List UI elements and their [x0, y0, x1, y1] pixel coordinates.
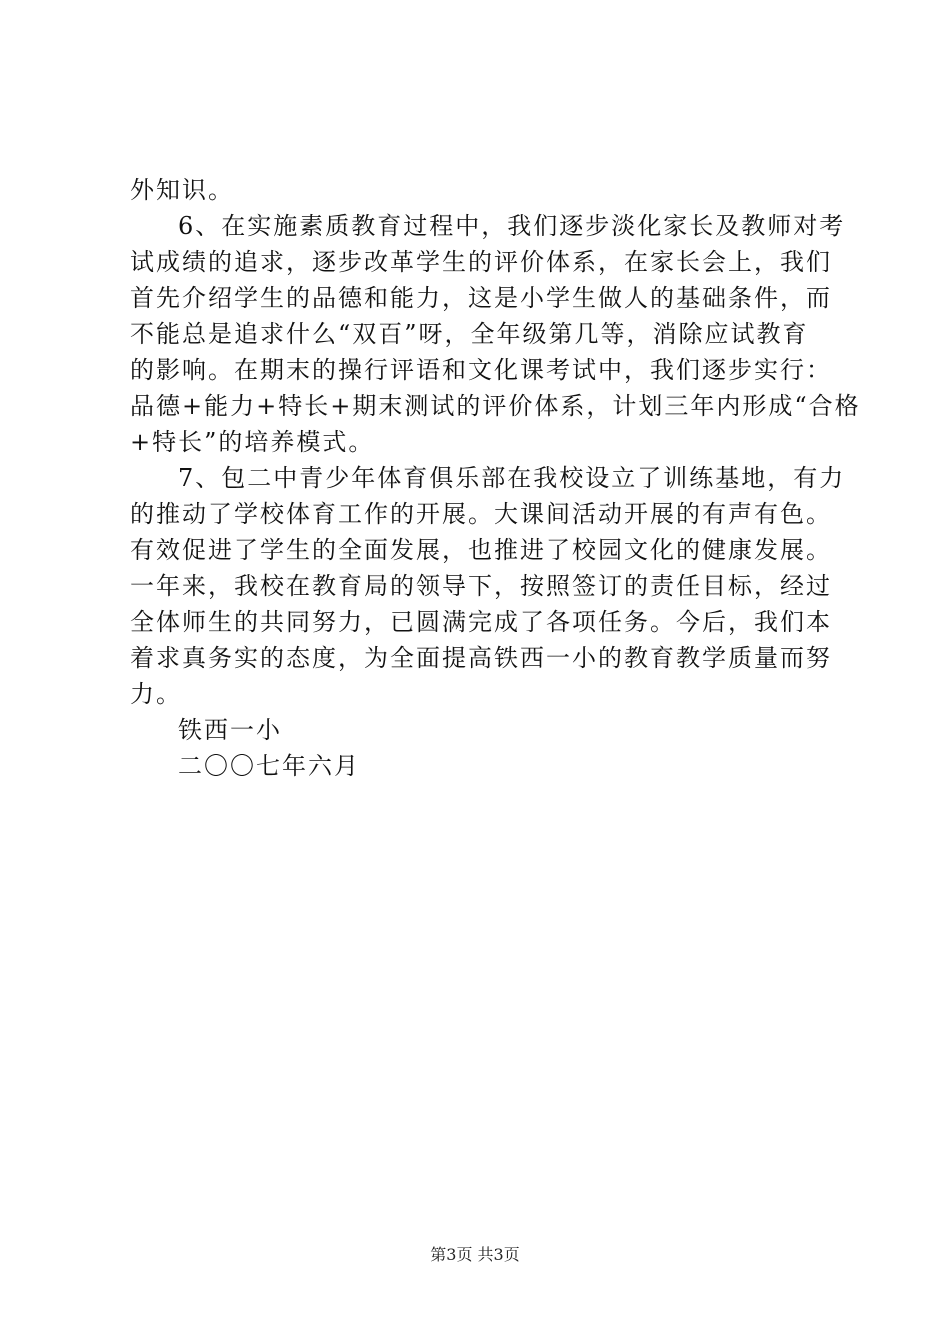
text-line: 全体师生的共同努力，已圆满完成了各项任务。今后，我们本 [130, 608, 832, 636]
text-line: 外知识。 [130, 176, 234, 204]
text-line: 不能总是追求什么“双百”呀，全年级第几等，消除应试教育 [130, 320, 809, 348]
signature-date: 二〇〇七年六月 [178, 752, 360, 780]
text-line: 的推动了学校体育工作的开展。大课间活动开展的有声有色。 [130, 500, 832, 528]
text-line: 7、包二中青少年体育俱乐部在我校设立了训练基地，有力 [178, 464, 846, 492]
text-line: 着求真务实的态度，为全面提高铁西一小的教育教学质量而努 [130, 644, 832, 672]
text-line: 力。 [130, 680, 182, 708]
text-line: 一年来，我校在教育局的领导下，按照签订的责任目标，经过 [130, 572, 832, 600]
text-line: 试成绩的追求，逐步改革学生的评价体系，在家长会上，我们 [130, 248, 832, 276]
text-line: 6、在实施素质教育过程中，我们逐步淡化家长及教师对考 [178, 212, 846, 240]
text-line: 有效促进了学生的全面发展，也推进了校园文化的健康发展。 [130, 536, 832, 564]
page-footer: 第3页 共3页 [430, 1245, 520, 1264]
text-line: 首先介绍学生的品德和能力，这是小学生做人的基础条件，而 [130, 284, 832, 312]
signature-org: 铁西一小 [178, 716, 282, 744]
text-line: 品德+能力+特长+期末测试的评价体系，计划三年内形成“合格 [130, 392, 861, 420]
text-line: +特长”的培养模式。 [130, 428, 375, 456]
text-line: 的影响。在期末的操行评语和文化课考试中，我们逐步实行： [130, 356, 832, 384]
